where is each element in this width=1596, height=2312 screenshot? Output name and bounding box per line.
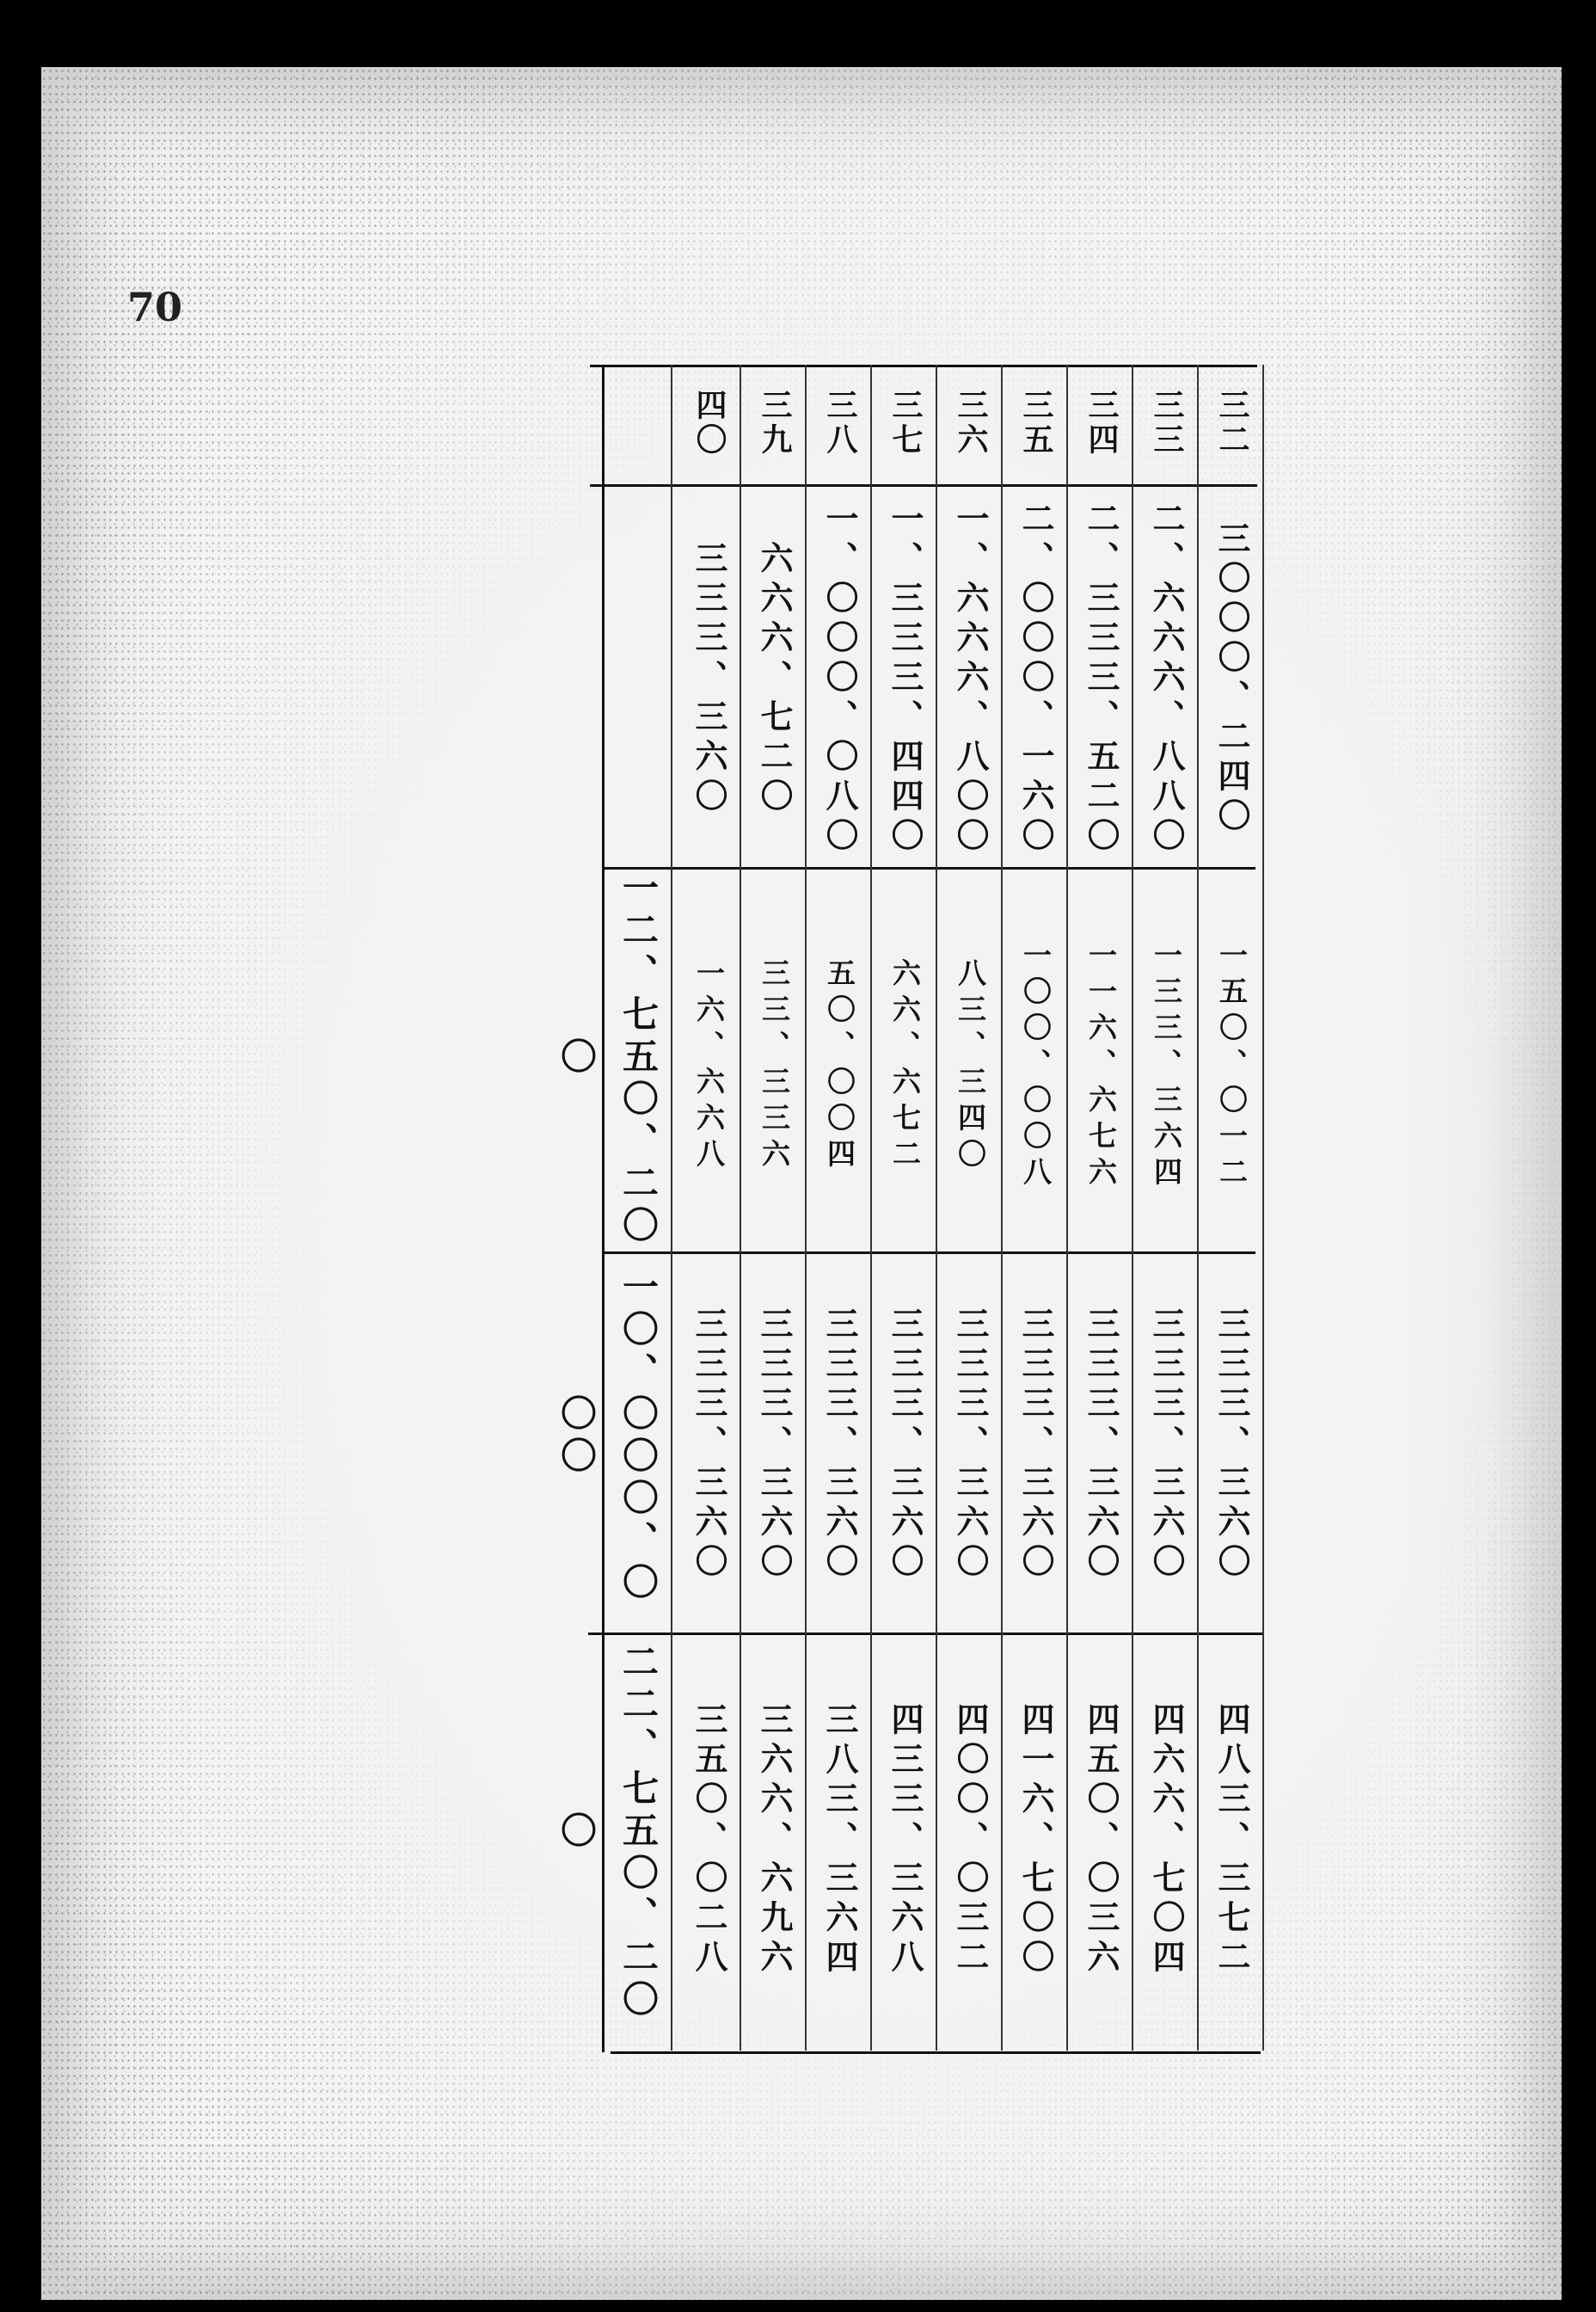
cell-a: 六六六、七二〇 — [755, 541, 793, 818]
cell-c: 三三三、三六〇 — [755, 1307, 793, 1583]
cell-d: 四六六、七〇四 — [1147, 1702, 1185, 1979]
cell-header: 三八 — [822, 389, 857, 458]
row-rule-3 — [588, 1633, 1264, 1635]
cell-c: 三三三、三六〇 — [951, 1307, 989, 1583]
column-rule-8 — [740, 365, 741, 2051]
cell-header: 三三 — [1149, 389, 1184, 458]
cell-b: 一六、六六八 — [692, 958, 726, 1175]
cell-b: 六六、六七二 — [888, 958, 922, 1175]
cell-header: 三二 — [1214, 389, 1249, 458]
cell-c: 三三三、三六〇 — [1016, 1307, 1054, 1583]
table-bottom-rule — [611, 2051, 1261, 2054]
table-left-edge — [602, 365, 605, 2052]
column-rule-3 — [1066, 365, 1068, 2051]
cell-b: 三三、三三六 — [758, 958, 791, 1175]
cell-b: 一一六、六七六 — [1084, 940, 1118, 1193]
cell-a: 二、〇〇〇、一六〇 — [1016, 501, 1054, 858]
column-rule-9 — [671, 365, 672, 2051]
column-rule-1 — [1197, 365, 1199, 2051]
cell-a: 三三三、三六〇 — [690, 541, 727, 818]
cell-d: 三六六、六九六 — [755, 1702, 793, 1979]
header-rule — [590, 484, 1257, 487]
total-d: 二二、七五〇、二〇〇 — [556, 1642, 660, 2022]
cell-d: 四〇〇、〇三二 — [951, 1702, 989, 1979]
column-rule-2 — [1132, 365, 1133, 2051]
total-c: 一〇、〇〇〇、〇〇〇 — [556, 1268, 660, 1605]
page-number: 70 — [127, 284, 183, 330]
cell-b: 八三、三四〇 — [954, 958, 987, 1175]
column-rule-5 — [936, 365, 937, 2051]
cell-b: 一三三、三六四 — [1150, 940, 1183, 1193]
column-rule-6 — [870, 365, 872, 2051]
cell-c: 三三三、三六〇 — [1082, 1307, 1120, 1583]
cell-header: 三四 — [1083, 389, 1119, 458]
column-rule-7 — [805, 365, 807, 2051]
row-rule-2 — [602, 1251, 1255, 1254]
cell-a: 二、六六六、八八〇 — [1147, 501, 1185, 858]
cell-d: 四三三、三六八 — [886, 1702, 924, 1979]
table-top-rule — [590, 365, 1257, 367]
cell-a: 一、〇〇〇、〇八〇 — [820, 501, 858, 858]
cell-c: 三三三、三六〇 — [886, 1307, 924, 1583]
cell-header: 三五 — [1018, 389, 1053, 458]
cell-d: 四五〇、〇三六 — [1082, 1702, 1120, 1979]
cell-header: 三七 — [887, 389, 923, 458]
column-rule-0 — [1262, 365, 1264, 2051]
cell-d: 三五〇、〇二八 — [690, 1702, 727, 1979]
total-b: 一二、七五〇、二〇〇 — [556, 868, 660, 1248]
cell-a: 一、六六六、八〇〇 — [951, 501, 989, 858]
cell-b: 一〇〇、〇〇八 — [1019, 940, 1053, 1193]
cell-header: 三六 — [953, 389, 988, 458]
cell-a: 三〇〇〇、二四〇 — [1212, 521, 1250, 838]
cell-c: 三三三、三六〇 — [1212, 1307, 1250, 1583]
cell-header: 四〇 — [691, 389, 727, 458]
cell-c: 三三三、三六〇 — [1147, 1307, 1185, 1583]
cell-b: 一五〇、〇一二 — [1215, 940, 1249, 1193]
cell-a: 一、三三三、四四〇 — [886, 501, 924, 858]
column-rule-4 — [1001, 365, 1003, 2051]
cell-header: 三九 — [757, 389, 792, 458]
cell-d: 三八三、三六四 — [820, 1702, 858, 1979]
cell-a: 二、三三三、五二〇 — [1082, 501, 1120, 858]
cell-c: 三三三、三六〇 — [690, 1307, 727, 1583]
cell-d: 四八三、三七二 — [1212, 1702, 1250, 1979]
cell-b: 五〇、〇〇四 — [823, 958, 856, 1175]
cell-d: 四一六、七〇〇 — [1016, 1702, 1054, 1979]
cell-c: 三三三、三六〇 — [820, 1307, 858, 1583]
row-rule-1 — [602, 867, 1255, 870]
